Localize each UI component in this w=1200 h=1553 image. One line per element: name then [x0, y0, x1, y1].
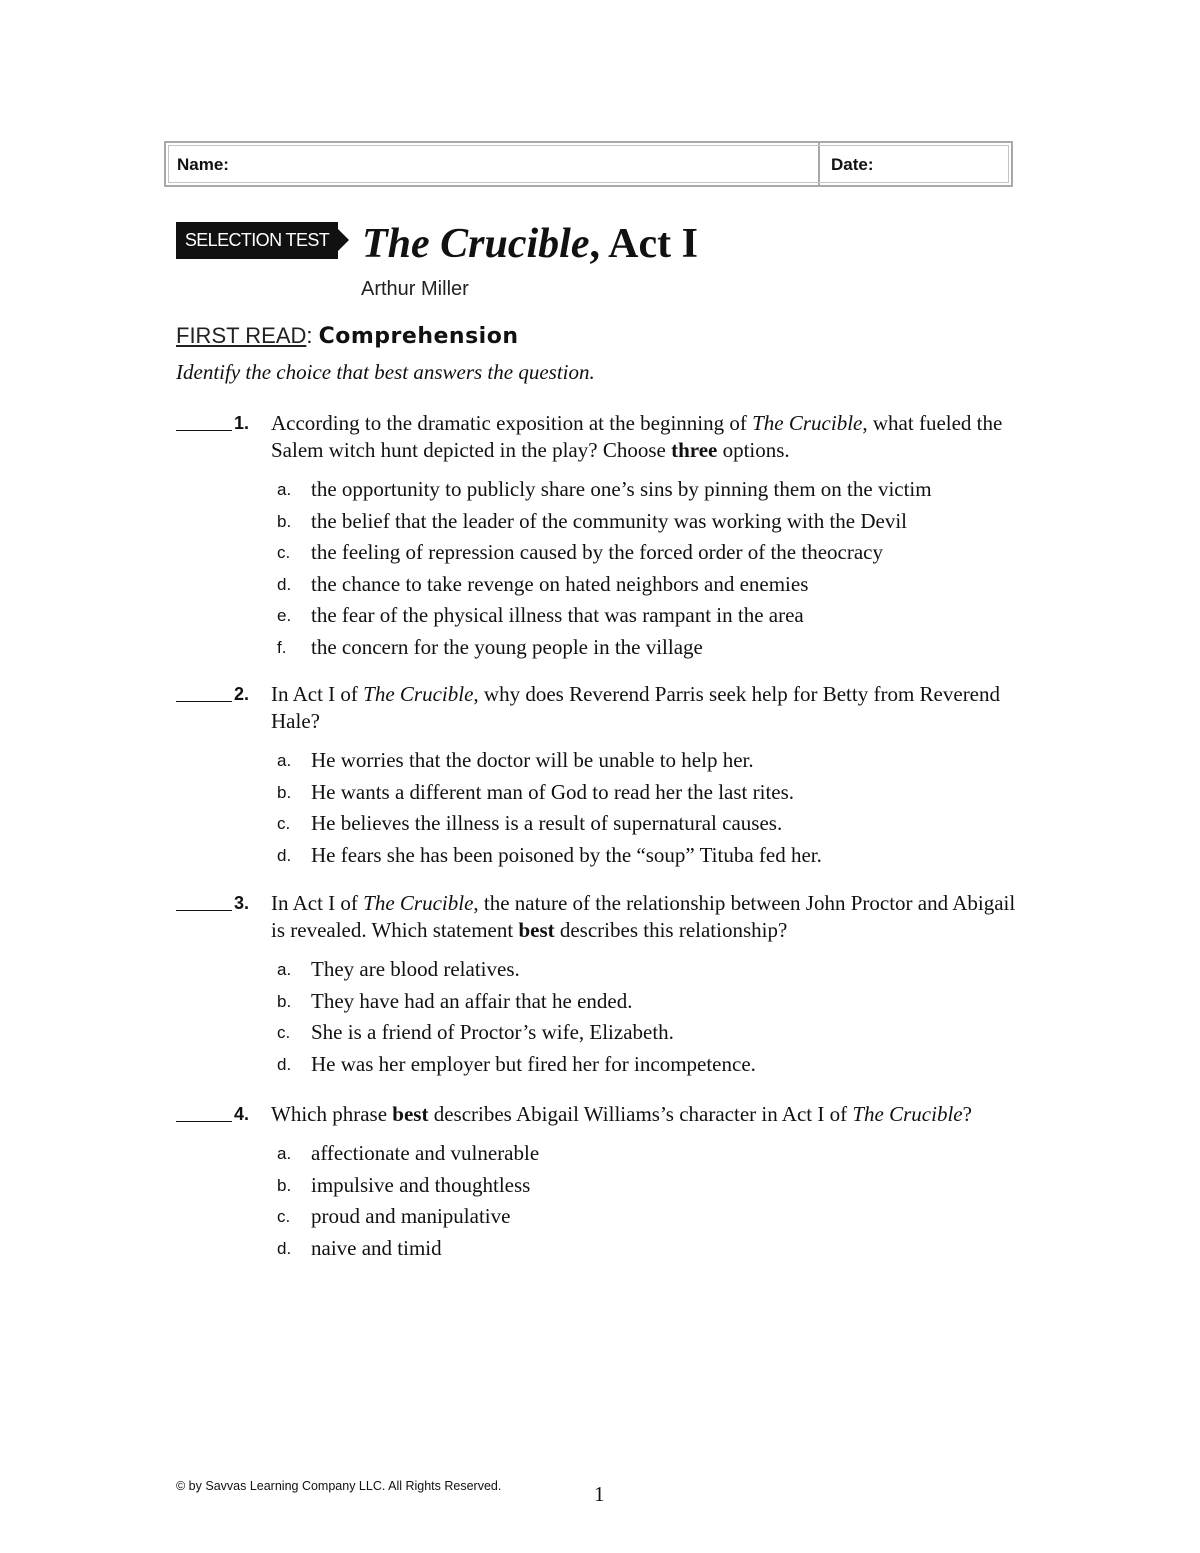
option-text: the chance to take revenge on hated neighbors and enemies [311, 571, 809, 596]
page-number: 1 [594, 1482, 605, 1506]
question-stem [176, 890, 1016, 944]
question-stem [176, 681, 1016, 735]
option-text: She is a friend of Proctor’s wife, Elizabeth. [311, 1020, 674, 1044]
question-4 [176, 1101, 1016, 1264]
question-2 [176, 681, 1016, 871]
answer-option[interactable] [277, 840, 1016, 872]
answer-option[interactable] [277, 777, 1016, 809]
option-text: the feeling of repression caused by the forced order of the theocracy [311, 540, 883, 564]
answer-options [277, 954, 1016, 1080]
option-letter: a. [277, 480, 292, 499]
instructions: Identify the choice that best answers the question. [176, 360, 595, 384]
question-text: In Act I of The Crucible, why does Reverend Parris seek help for Betty from Reverend Hale? [271, 682, 1001, 733]
answer-blank[interactable] [176, 410, 232, 431]
option-text: He believes the illness is a result of supernatural causes. [311, 811, 783, 835]
page-title [362, 219, 698, 269]
name-label: Name: [177, 155, 229, 174]
option-letter: e. [277, 606, 292, 625]
title-act: , Act I [589, 221, 698, 267]
option-letter: d. [277, 1238, 292, 1258]
option-text: proud and manipulative [311, 1204, 511, 1228]
option-text: They have had an affair that he ended. [311, 988, 633, 1013]
question-number: 2. [234, 684, 250, 704]
option-text: the concern for the young people in the village [311, 634, 703, 659]
option-text: He was her employer but fired her for incompetence. [311, 1051, 756, 1076]
option-text: He fears she has been poisoned by the “soup” Tituba fed her. [311, 842, 822, 867]
badge-arrow-icon [338, 229, 349, 251]
question-number: 1. [234, 413, 250, 433]
option-letter: c. [277, 1023, 291, 1042]
answer-options [277, 1138, 1016, 1264]
date-label: Date: [831, 155, 874, 174]
answer-options [277, 474, 1016, 663]
answer-option[interactable] [277, 1138, 1016, 1170]
comprehension-label: Comprehension [318, 324, 519, 349]
first-read-label: FIRST READ [176, 323, 307, 348]
name-field[interactable] [166, 143, 820, 185]
answer-option[interactable] [277, 1233, 1016, 1265]
option-letter: a. [277, 751, 292, 770]
option-letter: a. [277, 1144, 292, 1163]
date-field[interactable] [820, 143, 1011, 185]
answer-options [277, 745, 1016, 871]
author: Arthur Miller [361, 278, 469, 300]
answer-option[interactable] [277, 808, 1016, 840]
copyright-footer: © by Savvas Learning Company LLC. All Rights Reserved. [176, 1479, 502, 1493]
option-text: affectionate and vulnerable [311, 1141, 540, 1165]
question-1 [176, 410, 1016, 663]
answer-option[interactable] [277, 1017, 1016, 1049]
option-text: naive and timid [311, 1235, 442, 1260]
option-text: the belief that the leader of the community was working with the Devil [311, 508, 907, 533]
selection-test-badge: SELECTION TEST [176, 222, 338, 259]
answer-blank[interactable] [176, 681, 232, 702]
question-text: Which phrase best describes Abigail Williams’s character in Act I of The Crucible? [271, 1102, 972, 1126]
option-letter: c. [277, 814, 291, 833]
answer-option[interactable] [277, 474, 1016, 506]
answer-option[interactable] [277, 569, 1016, 601]
question-stem [176, 410, 1016, 464]
option-text: the fear of the physical illness that was rampant in the area [311, 603, 804, 627]
answer-option[interactable] [277, 954, 1016, 986]
question-number: 4. [234, 1104, 250, 1124]
option-text: He wants a different man of God to read her the last rites. [311, 779, 795, 804]
answer-option[interactable] [277, 537, 1016, 569]
option-text: They are blood relatives. [311, 957, 520, 981]
option-letter: c. [277, 1207, 291, 1226]
answer-option[interactable] [277, 986, 1016, 1018]
option-letter: b. [277, 511, 292, 531]
question-text: In Act I of The Crucible, the nature of the relationship between John Proctor and Abigail is revealed. Which statement best describes this relationship? [271, 891, 1016, 942]
question-text: According to the dramatic exposition at the beginning of The Crucible, what fueled the Salem witch hunt depicted in the play? Choose three options. [271, 411, 1003, 462]
answer-option[interactable] [277, 632, 1016, 664]
question-number: 3. [234, 893, 250, 913]
answer-option[interactable] [277, 506, 1016, 538]
option-letter: b. [277, 782, 292, 802]
option-letter: d. [277, 574, 292, 594]
answer-option[interactable] [277, 1049, 1016, 1081]
answer-option[interactable] [277, 600, 1016, 632]
answer-option[interactable] [277, 745, 1016, 777]
option-letter: c. [277, 543, 291, 562]
answer-option[interactable] [277, 1201, 1016, 1233]
answer-blank[interactable] [176, 890, 232, 911]
option-letter: a. [277, 960, 292, 979]
option-letter: b. [277, 1175, 292, 1195]
option-letter: d. [277, 1054, 292, 1074]
question-3 [176, 890, 1016, 1080]
option-letter: b. [277, 991, 292, 1011]
section-heading [176, 323, 518, 349]
answer-option[interactable] [277, 1170, 1016, 1202]
section-colon: : [306, 323, 319, 348]
question-stem [176, 1101, 1016, 1128]
option-letter: d. [277, 845, 292, 865]
option-text: the opportunity to publicly share one’s sins by pinning them on the victim [311, 477, 932, 501]
title-work: The Crucible [362, 221, 590, 267]
option-text: impulsive and thoughtless [311, 1172, 531, 1197]
option-letter: f. [277, 637, 287, 657]
answer-blank[interactable] [176, 1101, 232, 1122]
name-date-box [164, 141, 1013, 187]
option-text: He worries that the doctor will be unable to help her. [311, 748, 754, 772]
